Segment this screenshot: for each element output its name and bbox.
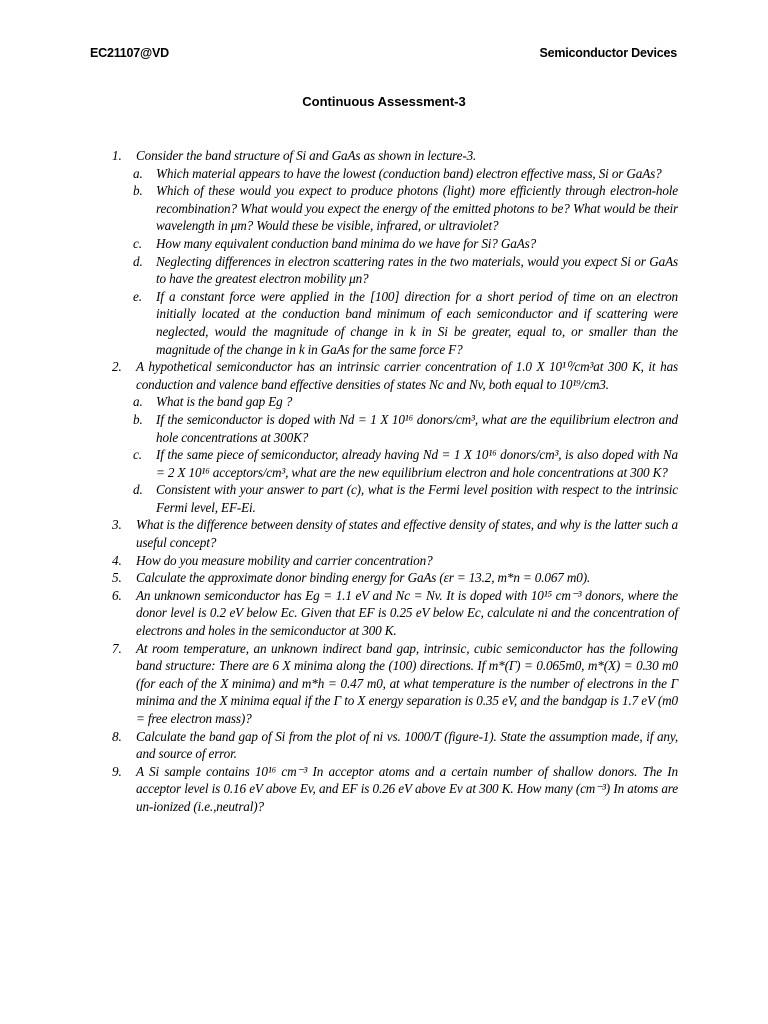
sub-question-text: Which of these would you expect to produce photons (light) more efficiently through electron-hole recombination? What would you expect the energy of the emitted photons to be? What would be their wavelength in μm? Would these be visible, infrared, or ultraviolet? (156, 183, 678, 234)
question-number: 1. (112, 148, 122, 163)
sub-question-item (112, 235, 678, 253)
sub-question-item (112, 253, 678, 288)
question-text: A Si sample contains 10¹⁶ cm⁻³ In acceptor atoms and a certain number of shallow donors. The In acceptor level is 0.16 eV above Ev, and EF is 0.26 eV above Ev at 300 K. How many (cm⁻³) In atoms are un-ionized (i.e.,neutral)? (136, 763, 678, 814)
question-item (112, 358, 678, 393)
question-item (112, 147, 678, 165)
sub-question-letter: b. (133, 183, 143, 199)
sub-question-letter: b. (133, 411, 143, 427)
sub-question-item (112, 165, 678, 183)
sub-question-item (112, 288, 678, 358)
question-item (112, 552, 678, 570)
question-text: Calculate the approximate donor binding energy for GaAs (εr = 13.2, m*n = 0.067 m0). (136, 570, 591, 586)
question-item (112, 587, 678, 640)
question-list (112, 147, 678, 816)
question-number: 8. (112, 728, 122, 744)
sub-question-text: Consistent with your answer to part (c), what is the Fermi level position with respect to the intrinsic Fermi level, EF-Ei. (156, 482, 678, 515)
question-text: Consider the band structure of Si and GaAs as shown in lecture-3. (136, 148, 477, 163)
question-item (112, 569, 678, 587)
sub-question-text: Which material appears to have the lowest (conduction band) electron effective mass, Si or GaAs? (156, 165, 662, 181)
sub-question-item (112, 411, 678, 446)
question-number: 5. (112, 570, 122, 586)
question-item (112, 640, 678, 728)
question-text: Calculate the band gap of Si from the plot of ni vs. 1000/T (figure-1). State the assumption made, if any, and source of error. (136, 728, 678, 762)
sub-question-letter: d. (133, 253, 143, 269)
sub-question-letter: a. (133, 394, 143, 410)
sub-question-item (112, 481, 678, 516)
question-text: What is the difference between density of states and effective density of states, and why is the latter such a useful concept? (136, 517, 678, 551)
question-item (112, 763, 678, 816)
question-number: 6. (112, 587, 122, 603)
question-item (112, 516, 678, 551)
sub-question-text: What is the band gap Eg ? (156, 394, 293, 410)
sub-question-text: If a constant force were applied in the [100] direction for a short period of time on an electron initially located at the conduction band minimum of each semiconductor and if scattering were neglected, would the magnitude of change in k in Si be greater, equal to, or smaller than the magnitude of the change in k in GaAs for the same force F? (156, 288, 678, 357)
question-number: 4. (112, 552, 122, 568)
sub-question-letter: e. (133, 288, 142, 304)
header-course-title: Semiconductor Devices (539, 46, 677, 60)
sub-question-letter: c. (133, 235, 142, 251)
question-number: 3. (112, 517, 122, 533)
sub-question-letter: d. (133, 482, 143, 498)
question-number: 2. (112, 359, 122, 375)
sub-question-item (112, 446, 678, 481)
question-text: A hypothetical semiconductor has an intrinsic carrier concentration of 1.0 X 10¹⁰/cm³at 300 K, it has conduction and valence band effective densities of states Nc and Nv, both equal to 10¹⁹/cm3. (136, 359, 678, 392)
question-text: How do you measure mobility and carrier concentration? (136, 552, 433, 568)
header-course-code: EC21107@VD (90, 46, 169, 60)
sub-question-text: Neglecting differences in electron scattering rates in the two materials, would you expect Si or GaAs to have the greatest electron mobility μn? (156, 253, 678, 287)
question-item (112, 728, 678, 763)
sub-question-letter: c. (133, 447, 142, 463)
question-text: At room temperature, an unknown indirect band gap, intrinsic, cubic semiconductor has the following band structure: There are 6 X minima along the (100) directions. If m*(Γ) = 0.065m0, m*(X) = 0.30 m0 (for each of the X minima) and m*h = 0.47 m0, at what temperature is the number of electrons in the Γ minima and the X minima equal if the Γ to X energy separation is 0.35 eV, and the bandgap is 1.7 eV (m0 = free electron mass)? (136, 640, 678, 726)
sub-question-letter: a. (133, 165, 143, 181)
sub-question-item (112, 393, 678, 411)
question-text: An unknown semiconductor has Eg = 1.1 eV and Nc = Nv. It is doped with 10¹⁵ cm⁻³ donors, where the donor level is 0.2 eV below Ec. Given that EF is 0.25 eV below Ec, calculate ni and the concentration of electrons and holes in the semiconductor at 300 K. (136, 587, 678, 639)
question-number: 9. (112, 763, 122, 779)
page-title: Continuous Assessment-3 (302, 94, 466, 109)
sub-question-item (112, 182, 678, 235)
question-number: 7. (112, 640, 122, 656)
sub-question-text: If the same piece of semiconductor, already having Nd = 1 X 10¹⁶ donors/cm³, is also doped with Na = 2 X 10¹⁶ acceptors/cm³, what are the new equilibrium electron and hole concentrations at 300 K? (156, 447, 678, 480)
sub-question-text: How many equivalent conduction band minima do we have for Si? GaAs? (156, 235, 537, 251)
sub-question-text: If the semiconductor is doped with Nd = 1 X 10¹⁶ donors/cm³, what are the equilibrium electron and hole concentrations at 300K? (156, 411, 678, 445)
